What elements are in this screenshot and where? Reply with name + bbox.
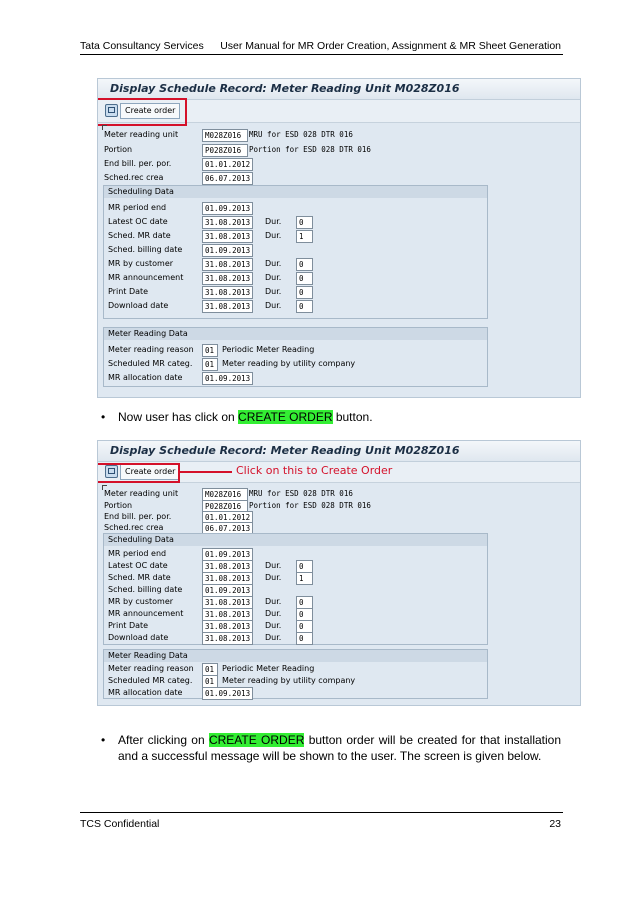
row-date-field[interactable]: 01.09.2013 <box>202 202 253 215</box>
end-bill-field[interactable]: 01.01.2012 <box>202 511 253 524</box>
reason-description: Periodic Meter Reading <box>222 345 315 354</box>
categ-label: Scheduled MR categ. <box>108 676 193 685</box>
screen-title-bar <box>98 441 580 462</box>
reason-code-field[interactable]: 01 <box>202 344 218 357</box>
row-date-field[interactable]: 31.08.2013 <box>202 230 253 243</box>
alloc-label: MR allocation date <box>108 688 183 697</box>
row-date-field[interactable]: 31.08.2013 <box>202 596 253 609</box>
screen-title: Display Schedule Record: Meter Reading Unit M028Z016 <box>110 82 460 95</box>
page-footer <box>80 812 563 830</box>
alloc-date-field[interactable]: 01.09.2013 <box>202 372 253 385</box>
row-label: Sched. MR date <box>108 231 171 240</box>
categ-code-field[interactable]: 01 <box>202 358 218 371</box>
instruction-1-after: button. <box>332 410 373 424</box>
portion-label: Portion <box>104 145 133 154</box>
portion-field[interactable]: P028Z016 <box>202 144 248 157</box>
categ-label: Scheduled MR categ. <box>108 359 193 368</box>
dur-label: Dur. <box>265 273 282 282</box>
row-label: Download date <box>108 301 169 310</box>
instruction-2 <box>118 732 561 764</box>
dur-field[interactable]: 0 <box>296 560 313 573</box>
portion-label: Portion <box>104 501 133 510</box>
meter-reading-data-group <box>103 327 488 387</box>
company-name: Tata Consultancy Services <box>80 40 204 52</box>
dur-label: Dur. <box>265 217 282 226</box>
row-date-field[interactable]: 31.08.2013 <box>202 560 253 573</box>
scheduling-data-group <box>103 533 488 645</box>
create-order-button[interactable]: Create order <box>120 103 180 119</box>
dur-field[interactable]: 1 <box>296 572 313 585</box>
instruction-2-line-1 <box>118 732 561 748</box>
end-bill-label: End bill. per. por. <box>104 159 172 168</box>
dur-label: Dur. <box>265 287 282 296</box>
portion-description: Portion for ESD 028 DTR 016 <box>249 145 371 154</box>
row-label: Latest OC date <box>108 561 168 570</box>
row-label: MR by customer <box>108 597 174 606</box>
group-title: Scheduling Data <box>104 186 487 198</box>
row-date-field[interactable]: 31.08.2013 <box>202 632 253 645</box>
document-title: User Manual for MR Order Creation, Assignment & MR Sheet Generation <box>220 40 561 52</box>
categ-description: Meter reading by utility company <box>222 676 356 685</box>
instruction-2-before: After clicking on <box>118 733 209 747</box>
row-date-field[interactable]: 31.08.2013 <box>202 286 253 299</box>
row-label: MR announcement <box>108 609 184 618</box>
row-date-field[interactable]: 31.08.2013 <box>202 216 253 229</box>
confidential-label: TCS Confidential <box>80 818 160 830</box>
mru-description: MRU for ESD 028 DTR 016 <box>249 130 353 139</box>
dur-label: Dur. <box>265 609 282 618</box>
row-label: Download date <box>108 633 169 642</box>
row-label: Latest OC date <box>108 217 168 226</box>
row-label: Sched. billing date <box>108 585 183 594</box>
dur-label: Dur. <box>265 633 282 642</box>
dur-label: Dur. <box>265 561 282 570</box>
row-date-field[interactable]: 31.08.2013 <box>202 608 253 621</box>
dur-label: Dur. <box>265 573 282 582</box>
alloc-label: MR allocation date <box>108 373 183 382</box>
dur-field[interactable]: 0 <box>296 286 313 299</box>
instruction-2-after: button order will be created for that installation <box>304 733 562 747</box>
page-header <box>80 40 563 55</box>
dur-field[interactable]: 0 <box>296 300 313 313</box>
scheduling-data-group <box>103 185 488 319</box>
row-label: Sched. MR date <box>108 573 171 582</box>
mru-label: Meter reading unit <box>104 130 179 139</box>
dur-label: Dur. <box>265 621 282 630</box>
dur-label: Dur. <box>265 231 282 240</box>
portion-field[interactable]: P028Z016 <box>202 500 248 513</box>
categ-code-field[interactable]: 01 <box>202 675 218 688</box>
row-date-field[interactable]: 31.08.2013 <box>202 258 253 271</box>
row-date-field[interactable]: 01.09.2013 <box>202 244 253 257</box>
dur-field[interactable]: 0 <box>296 216 313 229</box>
mru-field[interactable]: M028Z016 <box>202 488 248 501</box>
row-label: Print Date <box>108 621 149 630</box>
portion-description: Portion for ESD 028 DTR 016 <box>249 501 371 510</box>
dur-label: Dur. <box>265 597 282 606</box>
sched-rec-label: Sched.rec crea <box>104 173 164 182</box>
row-label: MR period end <box>108 549 167 558</box>
sap-screen-1 <box>97 78 581 398</box>
mru-description: MRU for ESD 028 DTR 016 <box>249 489 353 498</box>
end-bill-field[interactable]: 01.01.2012 <box>202 158 253 171</box>
meter-reading-data-group <box>103 649 488 699</box>
reason-label: Meter reading reason <box>108 345 194 354</box>
dur-field[interactable]: 0 <box>296 596 313 609</box>
dur-field[interactable]: 0 <box>296 272 313 285</box>
dur-field[interactable]: 0 <box>296 620 313 633</box>
dur-field[interactable]: 0 <box>296 632 313 645</box>
instruction-1 <box>118 409 373 425</box>
alloc-date-field[interactable]: 01.09.2013 <box>202 687 253 700</box>
row-label: MR announcement <box>108 273 184 282</box>
screen-title: Display Schedule Record: Meter Reading Unit M028Z016 <box>110 444 460 457</box>
sched-rec-field[interactable]: 06.07.2013 <box>202 172 253 185</box>
dur-field[interactable]: 0 <box>296 258 313 271</box>
row-date-field[interactable]: 31.08.2013 <box>202 620 253 633</box>
dur-field[interactable]: 1 <box>296 230 313 243</box>
sched-rec-field[interactable]: 06.07.2013 <box>202 522 253 535</box>
row-date-field[interactable]: 01.09.2013 <box>202 548 253 561</box>
screen-title-bar <box>98 79 580 100</box>
group-title: Meter Reading Data <box>104 328 487 340</box>
row-label: MR period end <box>108 203 167 212</box>
annotation-line <box>178 471 232 473</box>
instruction-1-highlight: CREATE ORDER <box>238 410 333 424</box>
mru-label: Meter reading unit <box>104 489 179 498</box>
end-bill-label: End bill. per. por. <box>104 512 172 521</box>
create-order-button[interactable]: Create order <box>120 464 180 480</box>
group-title: Scheduling Data <box>104 534 487 546</box>
reason-label: Meter reading reason <box>108 664 194 673</box>
page-number: 23 <box>549 818 561 830</box>
reason-description: Periodic Meter Reading <box>222 664 315 673</box>
sched-rec-label: Sched.rec crea <box>104 523 164 532</box>
categ-description: Meter reading by utility company <box>222 359 356 368</box>
dur-label: Dur. <box>265 259 282 268</box>
sap-screen-2 <box>97 440 581 706</box>
row-date-field[interactable]: 01.09.2013 <box>202 584 253 597</box>
bullet-1: • <box>101 410 106 424</box>
row-date-field[interactable]: 31.08.2013 <box>202 272 253 285</box>
dur-field[interactable]: 0 <box>296 608 313 621</box>
instruction-1-before: Now user has click on <box>118 410 239 424</box>
highlight-box <box>97 98 187 126</box>
highlight-box <box>97 463 180 483</box>
bullet-2: • <box>101 733 106 747</box>
row-label: Print Date <box>108 287 149 296</box>
annotation-text: Click on this to Create Order <box>236 464 393 477</box>
row-date-field[interactable]: 31.08.2013 <box>202 572 253 585</box>
group-title: Meter Reading Data <box>104 650 487 662</box>
row-label: MR by customer <box>108 259 174 268</box>
reason-code-field[interactable]: 01 <box>202 663 218 676</box>
row-date-field[interactable]: 31.08.2013 <box>202 300 253 313</box>
mru-field[interactable]: M028Z016 <box>202 129 248 142</box>
instruction-2-highlight: CREATE ORDER <box>208 733 305 747</box>
dur-label: Dur. <box>265 301 282 310</box>
row-label: Sched. billing date <box>108 245 183 254</box>
instruction-2-line-2: and a successful message will be shown to the user. The screen is given below. <box>118 749 542 763</box>
